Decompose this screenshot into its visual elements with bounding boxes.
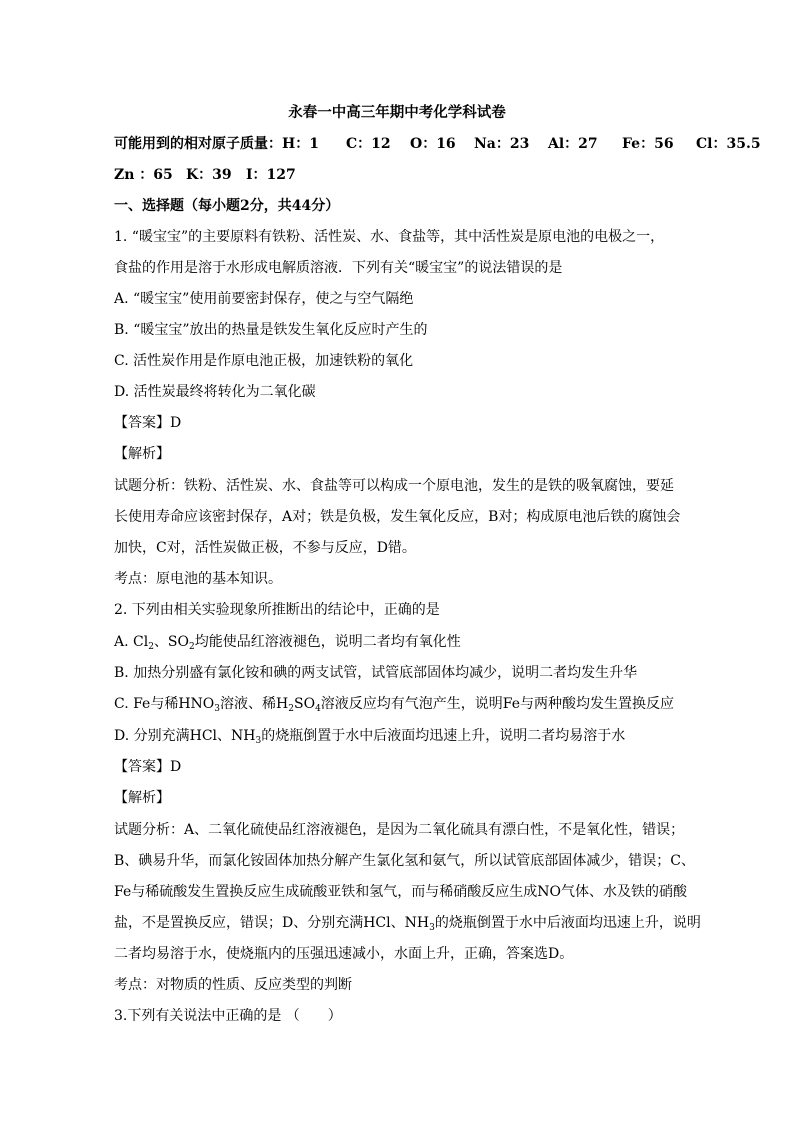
q2-analysis-line-5: 二者均易溶于水，使烧瓶内的压强迅速减小，水面上升，正确，答案选D。 <box>114 946 574 962</box>
section-heading: 一、选择题（每小题2分，共44分） <box>114 198 340 214</box>
q2-stem: 2. 下列由相关实验现象所推断出的结论中，正确的是 <box>114 602 440 618</box>
atomic-mass-line-2 <box>114 165 296 185</box>
q1-option-b: B. “暖宝宝”放出的热量是铁发生氧化反应时产生的 <box>114 322 428 338</box>
q1-option-d: D. 活性炭最终将转化为二氧化碳 <box>114 384 316 400</box>
q2-option-d: D. 分别充满HCl、$NH_3$的烧瓶倒置于水中后液面均迅速上升，说明二者均易溶于水 <box>114 728 626 746</box>
mass-c: C：12 <box>346 136 391 152</box>
mass-h: H：1 <box>282 136 319 152</box>
q2-analysis-line-1: 试题分析：A、二氧化硫使品红溶液褪色，是因为二氧化硫具有漂白性，不是氧化性，错误； <box>114 822 685 838</box>
q2-analysis-line-3: Fe与稀硫酸发生置换反应生成硫酸亚铁和氢气，而与稀硝酸反应生成NO气体、水及铁的硝酸 <box>114 884 687 900</box>
q2-knowledge-point: 考点：对物质的性质、反应类型的判断 <box>114 977 352 993</box>
q1-analysis-line-1: 试题分析：铁粉、活性炭、水、食盐等可以构成一个原电池，发生的是铁的吸氧腐蚀，要延 <box>114 478 674 494</box>
q1-knowledge-point: 考点：原电池的基本知识。 <box>114 571 282 587</box>
q3-stem: 3.下列有关说法中正确的是 （ ） <box>114 1008 342 1024</box>
q2-analysis-heading: 【解析】 <box>114 790 170 806</box>
mass-k: K：39 <box>186 167 232 183</box>
q1-analysis-line-3: 加快，C对，活性炭做正极，不参与反应，D错。 <box>114 540 416 556</box>
q1-stem-line-1: 1. “暖宝宝”的主要原料有铁粉、活性炭、水、食盐等，其中活性炭是原电池的电极之一， <box>114 229 665 245</box>
q2-answer: 【答案】D <box>114 759 182 775</box>
q2-option-a: A. $Cl_2$、$SO_2$均能使品红溶液褪色，说明二者均有氧化性 <box>114 634 461 652</box>
exam-title: 永春一中高三年期中考化学科试卷 <box>288 104 506 121</box>
atomic-mass-values <box>114 134 761 154</box>
mass-i: I：127 <box>246 167 296 183</box>
mass-na: Na：23 <box>474 136 530 152</box>
mass-zn: Zn ：65 <box>114 167 173 183</box>
mass-fe: Fe：56 <box>622 136 674 152</box>
q1-stem-line-2: 食盐的作用是溶于水形成电解质溶液．下列有关“暖宝宝”的说法错误的是 <box>114 260 563 276</box>
q2-analysis-line-2: B、碘易升华，而氯化铵固体加热分解产生氯化氢和氨气，所以试管底部固体减少，错误；C、 <box>114 853 695 869</box>
q1-option-a: A. “暖宝宝”使用前要密封保存，使之与空气隔绝 <box>114 291 414 307</box>
mass-al: Al：27 <box>548 136 598 152</box>
q1-analysis-heading: 【解析】 <box>114 446 170 462</box>
q1-answer: 【答案】D <box>114 415 182 431</box>
q2-option-c: C. Fe与稀$HNO_3$溶液、稀$H_2SO_4$溶液反应均有气泡产生，说明Fe与两种酸均发生置换反应 <box>114 696 675 714</box>
q2-analysis-line-4: 盐，不是置换反应，错误；D、分别充满HCl、$NH_3$的烧瓶倒置于水中后液面均迅速上升，说明 <box>114 915 701 933</box>
q1-option-c: C. 活性炭作用是作原电池正极，加速铁粉的氧化 <box>114 353 414 369</box>
mass-cl: Cl：35.5 <box>696 136 761 152</box>
q2-option-b: B. 加热分别盛有氯化铵和碘的两支试管，试管底部固体均减少，说明二者均发生升华 <box>114 665 638 681</box>
mass-o: O：16 <box>410 136 456 152</box>
atomic-mass-label: 可能用到的相对原子质量： <box>114 136 282 152</box>
q1-analysis-line-2: 长使用寿命应该密封保存，A对；铁是负极，发生氧化反应，B对；构成原电池后铁的腐蚀会 <box>114 509 681 525</box>
